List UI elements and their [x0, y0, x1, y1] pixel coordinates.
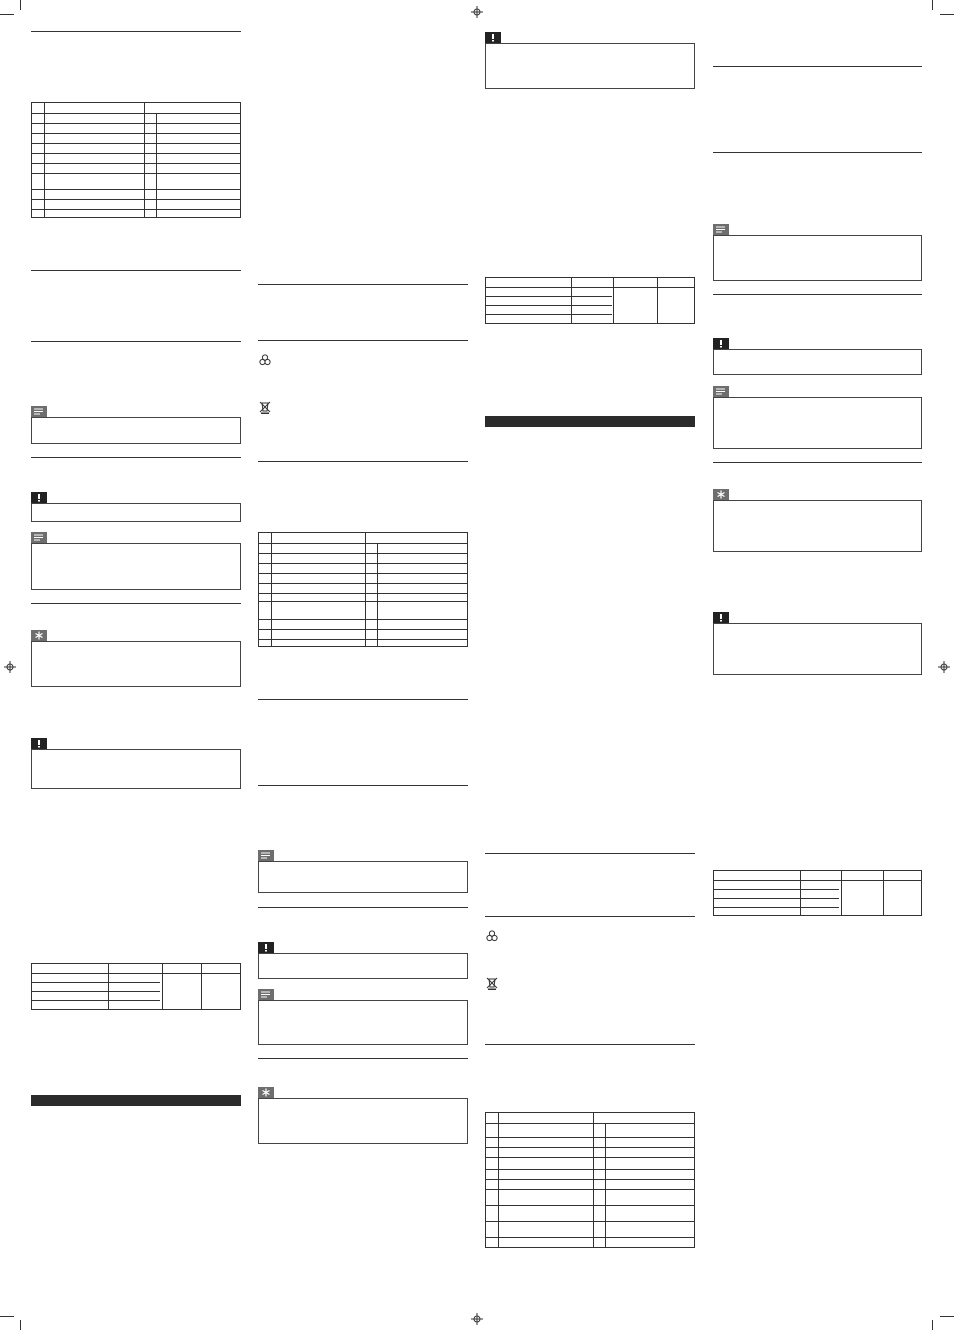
registration-mark-icon: [471, 1313, 483, 1325]
recycle-icon: [485, 929, 499, 943]
registration-mark-icon: [938, 661, 950, 673]
exclamation-icon: [31, 492, 47, 503]
section-divider: [258, 461, 468, 462]
warning-box: [258, 953, 468, 979]
section-divider: [713, 152, 922, 153]
note-box: [31, 417, 241, 444]
section-divider: [258, 340, 468, 341]
crossed-bin-icon: [485, 976, 499, 990]
section-divider: [31, 603, 241, 604]
crop-mark: [940, 1316, 954, 1317]
crop-mark: [20, 1320, 21, 1330]
crop-mark: [940, 14, 954, 15]
section-divider: [713, 66, 922, 67]
crop-mark: [20, 0, 21, 10]
note-box: [258, 861, 468, 893]
small-table: [31, 963, 241, 1010]
section-header-bar: [31, 1095, 241, 1106]
section-divider: [485, 853, 695, 854]
spec-table: [31, 102, 241, 218]
spec-table: [485, 1112, 695, 1248]
note-lines-icon: [258, 850, 274, 861]
warning-box: [485, 43, 695, 89]
note-lines-icon: [31, 406, 47, 417]
exclamation-icon: [485, 32, 501, 43]
note-lines-icon: [258, 989, 274, 1000]
section-divider: [485, 916, 695, 917]
section-divider: [31, 341, 241, 342]
section-divider: [31, 457, 241, 458]
registration-mark-icon: [471, 6, 483, 18]
tip-box: [31, 641, 241, 687]
section-divider: [31, 31, 241, 32]
exclamation-icon: [713, 612, 729, 623]
small-table: [713, 870, 922, 916]
section-header-bar: [485, 416, 695, 427]
asterisk-icon: [31, 630, 47, 641]
small-table: [485, 277, 695, 324]
section-divider: [713, 462, 922, 463]
crop-mark: [0, 14, 14, 15]
section-divider: [258, 284, 468, 285]
recycle-icon: [258, 353, 272, 367]
warning-box: [31, 503, 241, 522]
note-lines-icon: [31, 532, 47, 543]
crop-mark: [932, 0, 933, 10]
section-divider: [258, 699, 468, 700]
section-divider: [258, 785, 468, 786]
warning-box: [31, 749, 241, 789]
exclamation-icon: [713, 338, 729, 349]
asterisk-icon: [713, 489, 729, 500]
crossed-bin-icon: [258, 400, 272, 414]
section-divider: [713, 294, 922, 295]
spec-table: [258, 532, 468, 647]
note-lines-icon: [713, 224, 729, 235]
warning-box: [713, 349, 922, 375]
section-divider: [485, 1044, 695, 1045]
note-box: [713, 397, 922, 449]
section-divider: [31, 270, 241, 271]
note-lines-icon: [713, 386, 729, 397]
note-box: [258, 1000, 468, 1045]
tip-box: [258, 1098, 468, 1144]
asterisk-icon: [258, 1087, 274, 1098]
tip-box: [713, 500, 922, 552]
warning-box: [713, 623, 922, 675]
section-divider: [258, 907, 468, 908]
exclamation-icon: [258, 942, 274, 953]
crop-mark: [0, 1316, 14, 1317]
crop-mark: [932, 1320, 933, 1330]
note-box: [31, 543, 241, 590]
section-divider: [258, 1058, 468, 1059]
registration-mark-icon: [4, 661, 16, 673]
exclamation-icon: [31, 738, 47, 749]
note-box: [713, 235, 922, 281]
